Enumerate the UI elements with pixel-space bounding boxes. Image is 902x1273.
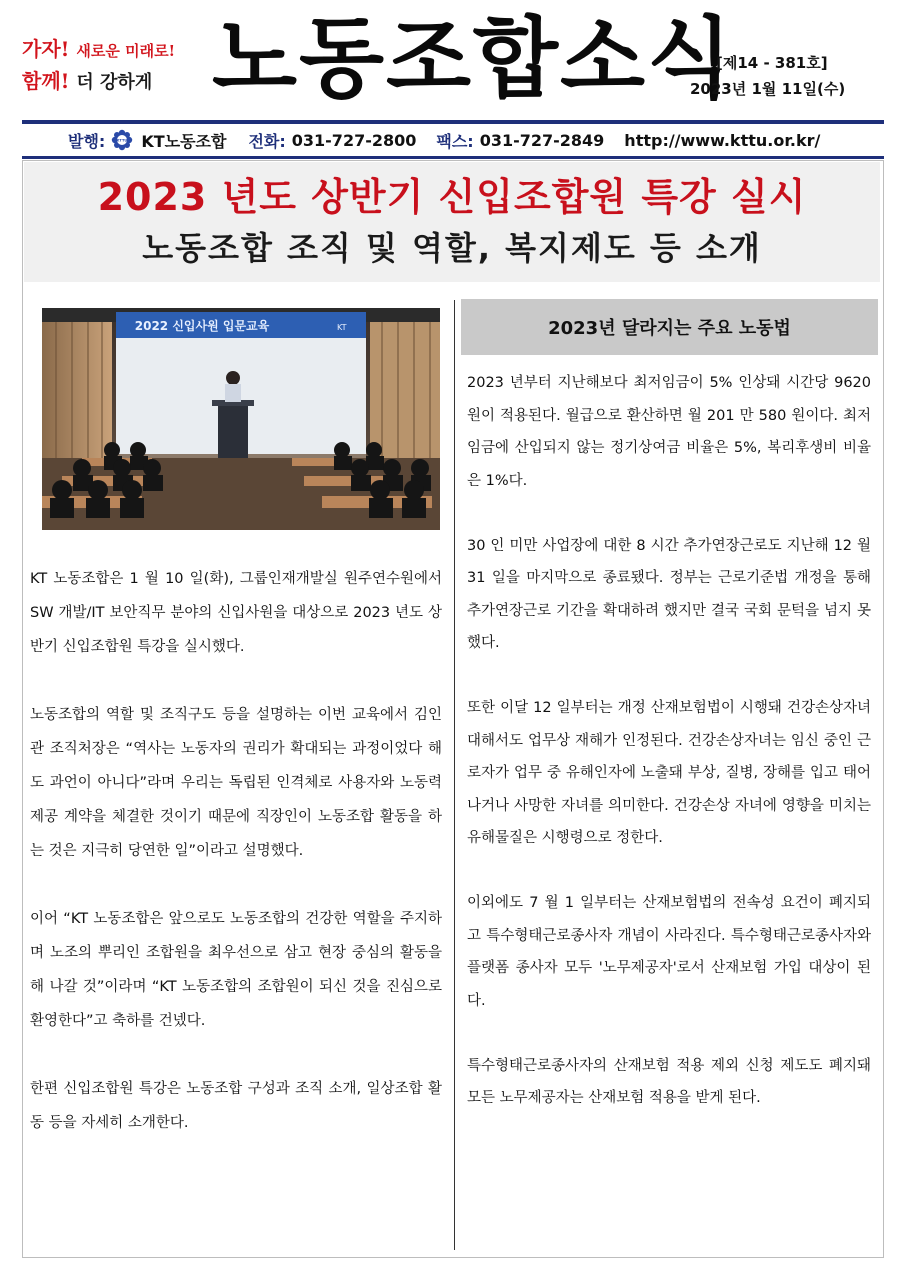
fax-group: [436, 129, 604, 152]
slogan-line2-small: 더 강하게: [76, 72, 153, 93]
kttu-logo-icon: [111, 129, 133, 151]
phone-label: 전화:: [248, 131, 286, 151]
slogan: [22, 34, 202, 98]
sidebar-paragraph-2: 30 인 미만 사업장에 대한 8 시간 추가연장근로도 지난해 12 월 31 일을 마지막으로 종료됐다. 정부는 근로기준법 개정을 통해 추가연장근로 기간을 확대하려 했지만 결국 국회 문턱을 넘지 못했다.: [467, 537, 871, 651]
issue-info: [690, 50, 846, 102]
sidebar-paragraph-1: 2023 년부터 지난해보다 최저임금이 5% 인상돼 시간당 9620 원이 적용된다. 월급으로 환산하면 월 201 만 580 원이다. 최저임금에 산입되지 않는 정기상여금 비율은 5%, 복리후생비 비율은 1%다.: [467, 375, 871, 489]
contact-bar: [22, 127, 884, 153]
slogan-line1-small: 새로운 미래로!: [76, 42, 176, 60]
top-rule: [22, 120, 884, 124]
issue-number: [제14 - 381호]: [716, 54, 828, 72]
publisher-label: 발행:: [68, 131, 106, 151]
photo-screen-text: 2022 신입사원 입문교육: [134, 319, 270, 333]
column-divider: [454, 300, 455, 1250]
slogan-line1-big: 가자!: [22, 37, 70, 61]
headline-title: 2023 년도 상반기 신입조합원 특강 실시: [97, 175, 807, 219]
headline-subtitle: 노동조합 조직 및 역할, 복지제도 등 소개: [142, 229, 762, 267]
masthead-title: 노동조합소식: [212, 7, 735, 110]
article-paragraph-3: 이어 “KT 노동조합은 앞으로도 노동조합의 건강한 역할을 주지하며 노조의 뿌리인 조합원을 최우선으로 삼고 현장 중심의 활동을 해 나갈 것”이라며 “KT 노동조합의 조합원이 되신 것을 진심으로 환영한다”고 축하를 건넸다.: [30, 911, 442, 1029]
article-paragraph-4: 한편 신입조합원 특강은 노동조합 구성과 조직 소개, 일상조합 활동 등을 자세히 소개한다.: [30, 1081, 442, 1131]
photo-brand-text: KT: [337, 323, 347, 332]
logo-text: KTTU: [116, 138, 128, 143]
website-link[interactable]: http://www.kttu.or.kr/: [624, 130, 821, 150]
phone-group: [248, 129, 416, 152]
publisher-group: [68, 129, 226, 152]
sidebar-paragraph-5: 특수형태근로종사자의 산재보험 적용 제외 신청 제도도 폐지돼 모든 노무제공자는 산재보험 적용을 받게 된다.: [467, 1057, 871, 1106]
publisher-name: KT노동조합: [141, 131, 227, 151]
event-photo: [42, 308, 440, 530]
url-group: [624, 131, 820, 150]
lecture-hall-image: [42, 308, 440, 530]
fax-number: 031-727-2849: [479, 130, 605, 150]
sidebar-paragraph-3: 또한 이달 12 일부터는 개정 산재보험법이 시행돼 건강손상자녀 대해서도 업무상 재해가 인정된다. 건강손상자녀는 임신 중인 근로자가 업무 중 유해인자에 노출돼 부상, 질병, 장해를 입고 태어나거나 사망한 자녀를 의미한다. 건강손상 자녀에 영향을 미치는 유해물질은 시행령으로 정한다.: [467, 700, 871, 846]
issue-date: 2023년 1월 11일(수): [690, 80, 846, 98]
article-paragraph-2: 노동조합의 역할 및 조직구도 등을 설명하는 이번 교육에서 김인관 조직처장은 “역사는 노동자의 권리가 확대되는 과정이었다 해도 과언이 아니다”라며 우리는 독립된 인격체로 사용자와 노동력 제공 계약을 체결한 것이기 때문에 직장인이 노동조합 활동을 하는 것은 지극히 당연한 일”이라고 설명했다.: [30, 707, 442, 859]
sidebar-article: [467, 367, 871, 1147]
bottom-rule: [22, 156, 884, 159]
sidebar-paragraph-4: 이외에도 7 월 1 일부터는 산재보험법의 전속성 요건이 폐지되고 특수형태근로종사자 개념이 사라진다. 특수형태근로종사자와 플랫폼 종사자 모두 '노무제공자'로서 산재보험 가입 대상이 된다.: [467, 895, 871, 1009]
main-article: [30, 562, 442, 1174]
headline-box: [24, 162, 880, 282]
fax-label: 팩스:: [436, 131, 474, 151]
sidebar-box-title: 2023년 달라지는 주요 노동법: [461, 299, 878, 355]
slogan-line2-big: 함께!: [22, 69, 70, 93]
phone-number: 031-727-2800: [291, 130, 417, 150]
article-paragraph-1: KT 노동조합은 1 월 10 일(화), 그룹인재개발실 원주연수원에서 SW 개발/IT 보안직무 분야의 신입사원을 대상으로 2023 년도 상반기 신입조합원 특강을 실시했다.: [30, 571, 442, 655]
